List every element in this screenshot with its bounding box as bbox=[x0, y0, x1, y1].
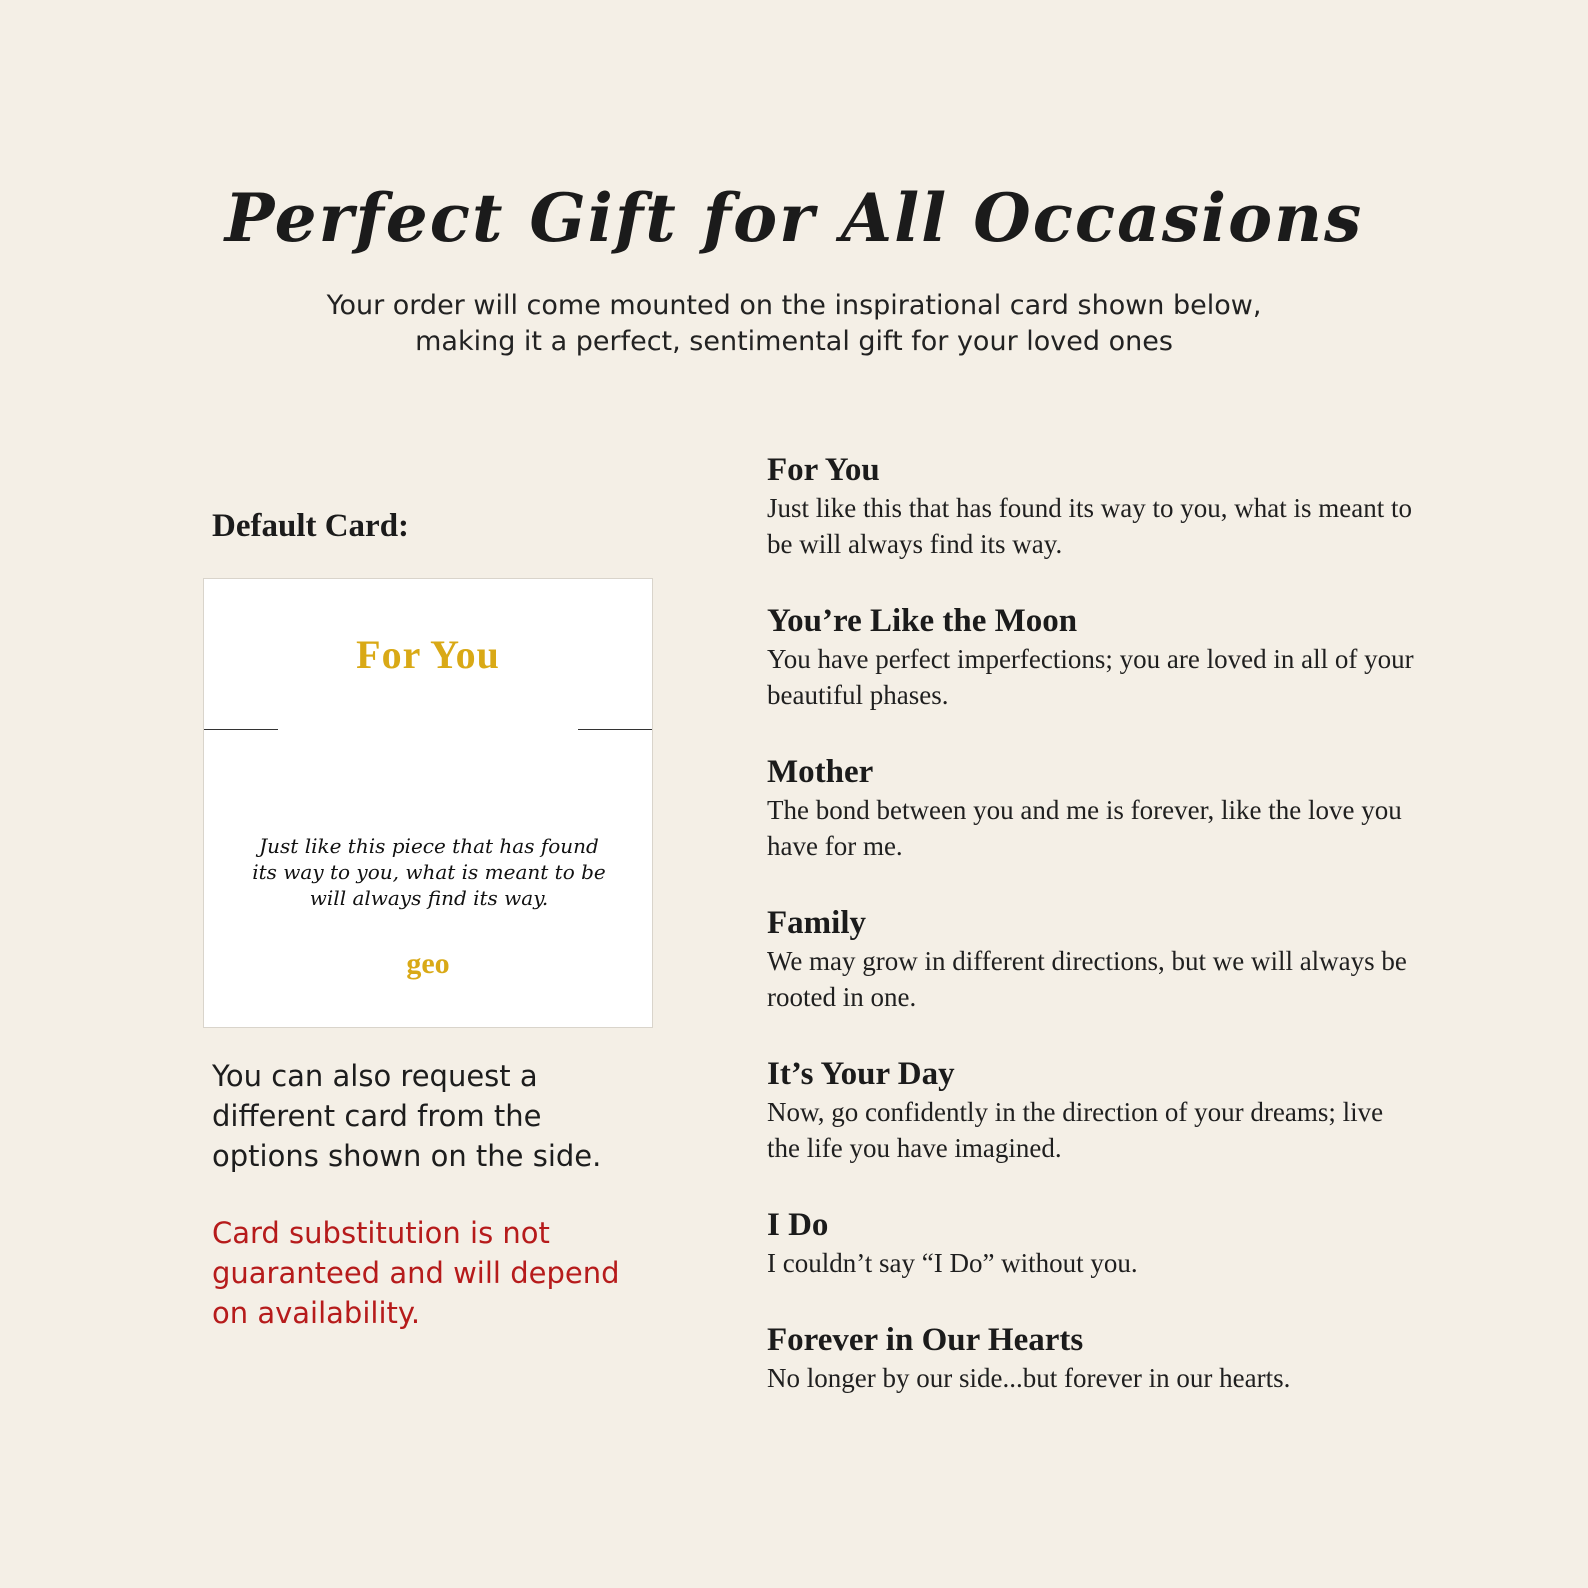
intro-line-1: Your order will come mounted on the inspirational card shown below, bbox=[326, 290, 1262, 321]
request-line-2: different card from the bbox=[212, 1099, 542, 1133]
card-option bbox=[767, 1056, 1417, 1166]
card-option-title: Mother bbox=[767, 754, 874, 790]
card-option-description: I couldn’t say “I Do” without you. bbox=[767, 1248, 1138, 1278]
card-option-title: You’re Like the Moon bbox=[767, 603, 1078, 639]
card-option bbox=[767, 1207, 1417, 1281]
request-note bbox=[212, 1056, 652, 1176]
warning-line-1: Card substitution is not bbox=[212, 1216, 550, 1250]
intro-text bbox=[0, 288, 1588, 360]
card-option bbox=[767, 754, 1417, 864]
substitution-warning bbox=[212, 1213, 652, 1333]
card-option-title: Forever in Our Hearts bbox=[767, 1322, 1084, 1358]
card-divider-right bbox=[578, 729, 652, 730]
card-option-description: No longer by our side...but forever in our hearts. bbox=[767, 1363, 1291, 1393]
card-signature: geo bbox=[406, 947, 450, 980]
warning-line-3: on availability. bbox=[212, 1296, 421, 1330]
card-option-description: Just like this that has found its way to you, what is meant to be will always find its way. bbox=[767, 493, 1412, 559]
card-option-description: We may grow in different directions, but we will always be rooted in one. bbox=[767, 946, 1407, 1012]
card-option-description: You have perfect imperfections; you are loved in all of your beautiful phases. bbox=[767, 644, 1414, 710]
card-option-description: Now, go confidently in the direction of your dreams; live the life you have imagined. bbox=[767, 1097, 1384, 1163]
card-option bbox=[767, 905, 1417, 1015]
intro-line-2: making it a perfect, sentimental gift for your loved ones bbox=[415, 326, 1173, 357]
card-option bbox=[767, 1322, 1417, 1396]
default-card-label: Default Card: bbox=[212, 508, 410, 544]
warning-line-2: guaranteed and will depend bbox=[212, 1256, 620, 1290]
card-option-title: It’s Your Day bbox=[767, 1056, 955, 1092]
card-option-title: Family bbox=[767, 905, 866, 941]
default-card-section bbox=[212, 510, 652, 543]
card-option-title: For You bbox=[767, 452, 880, 488]
card-message: Just like this piece that has found its way to you, what is meant to be will always find its way. bbox=[252, 834, 606, 910]
card-title: For You bbox=[356, 632, 500, 677]
request-line-1: You can also request a bbox=[212, 1059, 538, 1093]
card-option-description: The bond between you and me is forever, like the love you have for me. bbox=[767, 795, 1402, 861]
card-divider-left bbox=[204, 729, 278, 730]
page-headline: Perfect Gift for All Occasions bbox=[224, 179, 1364, 258]
card-option bbox=[767, 603, 1417, 713]
card-option bbox=[767, 452, 1417, 562]
card-option-title: I Do bbox=[767, 1207, 829, 1243]
default-card-image bbox=[203, 578, 653, 1028]
request-line-3: options shown on the side. bbox=[212, 1139, 602, 1173]
